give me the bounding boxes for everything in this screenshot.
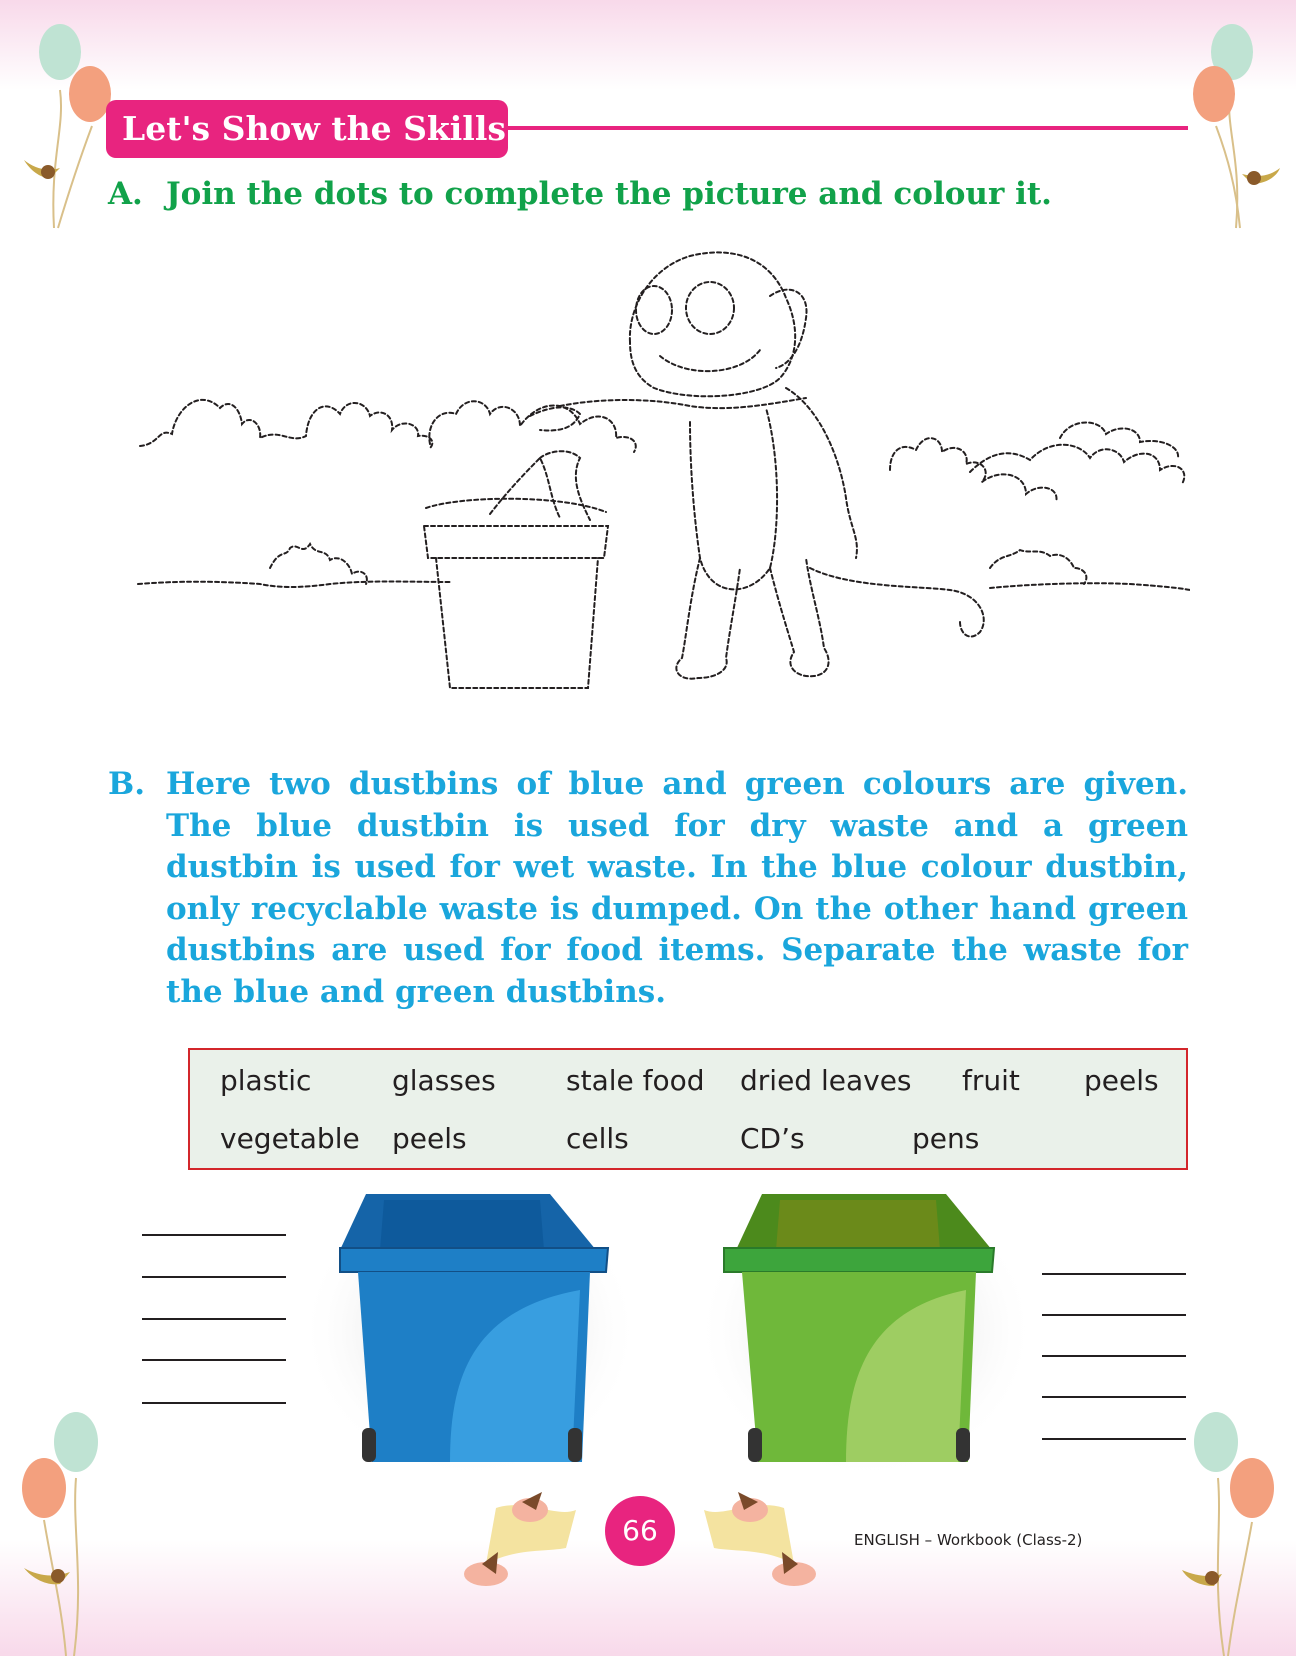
- birds-left-decoration-icon: [456, 1488, 586, 1588]
- monkey-back: [786, 388, 857, 558]
- question-b-text: Here two dustbins of blue and green colours are given. The blue dustbin is used for dry waste and a green dustbin is used for wet waste. In the blue colour dustbin, only recyclable waste is dumped. On the other hand green dustbins are used for food items. Separate the waste for the blue and green dustbins.: [166, 766, 1188, 1010]
- ground-line: [138, 582, 450, 588]
- word-peels-2: peels: [392, 1122, 467, 1155]
- answer-line-green-3[interactable]: [1042, 1355, 1186, 1357]
- answer-line-blue-3[interactable]: [142, 1318, 286, 1320]
- green-dustbin-icon: [696, 1180, 1036, 1480]
- dustbin-rim: [426, 499, 606, 512]
- answer-line-green-1[interactable]: [1042, 1273, 1186, 1275]
- bush-outline-far-right-2: [1060, 422, 1178, 458]
- answer-line-green-5[interactable]: [1042, 1438, 1186, 1440]
- word-dried-leaves: dried leaves: [740, 1064, 912, 1097]
- page-number: 66: [605, 1496, 675, 1566]
- answer-line-blue-1[interactable]: [142, 1234, 286, 1236]
- section-divider: [508, 126, 1188, 130]
- word-vegetable: vegetable: [220, 1122, 360, 1155]
- question-a-number: A.: [108, 176, 143, 212]
- question-b: [108, 764, 1188, 1013]
- word-stale-food: stale food: [566, 1064, 705, 1097]
- balloons-bottom-right-icon: [1172, 1408, 1292, 1656]
- question-b-number: B.: [108, 766, 145, 802]
- bush-outline-far-right: [970, 445, 1184, 484]
- answer-line-green-4[interactable]: [1042, 1396, 1186, 1398]
- monkey-smile: [660, 350, 760, 371]
- dustbin-body: [436, 558, 598, 688]
- answer-line-blue-5[interactable]: [142, 1402, 286, 1404]
- balloons-bottom-left-icon: [14, 1408, 124, 1656]
- monkey-eye-right: [686, 282, 734, 334]
- word-glasses: glasses: [392, 1064, 496, 1097]
- peel-outline: [490, 451, 590, 520]
- answer-line-blue-2[interactable]: [142, 1276, 286, 1278]
- question-a: [108, 176, 1208, 212]
- monkey-body: [690, 408, 777, 589]
- monkey-tail: [810, 568, 984, 637]
- monkey-arm: [560, 398, 806, 408]
- blue-dustbin-icon: [300, 1180, 640, 1480]
- bush-outline-mid: [429, 401, 635, 452]
- dustbin-top: [424, 526, 608, 558]
- section-title: Let's Show the Skills: [106, 100, 508, 158]
- word-plastic: plastic: [220, 1064, 312, 1097]
- question-a-text: Join the dots to complete the picture and colour it.: [166, 176, 1052, 212]
- book-title: ENGLISH – Workbook (Class-2): [854, 1531, 1083, 1549]
- answer-line-blue-4[interactable]: [142, 1359, 286, 1361]
- join-the-dots-picture: [130, 238, 1190, 698]
- answer-line-green-2[interactable]: [1042, 1314, 1186, 1316]
- monkey-eye-left: [636, 286, 672, 334]
- grass-left: [270, 544, 367, 584]
- grass-right: [990, 550, 1086, 584]
- bush-outline-left: [140, 400, 432, 448]
- word-cds: CD’s: [740, 1122, 805, 1155]
- monkey-leg-right: [770, 558, 829, 676]
- word-fruit: fruit: [962, 1064, 1020, 1097]
- word-box: [188, 1048, 1188, 1170]
- word-cells: cells: [566, 1122, 629, 1155]
- word-peels: peels: [1084, 1064, 1159, 1097]
- word-pens: pens: [912, 1122, 980, 1155]
- ground-line-right: [990, 583, 1190, 590]
- monkey-head: [630, 252, 795, 396]
- birds-right-decoration-icon: [694, 1488, 824, 1588]
